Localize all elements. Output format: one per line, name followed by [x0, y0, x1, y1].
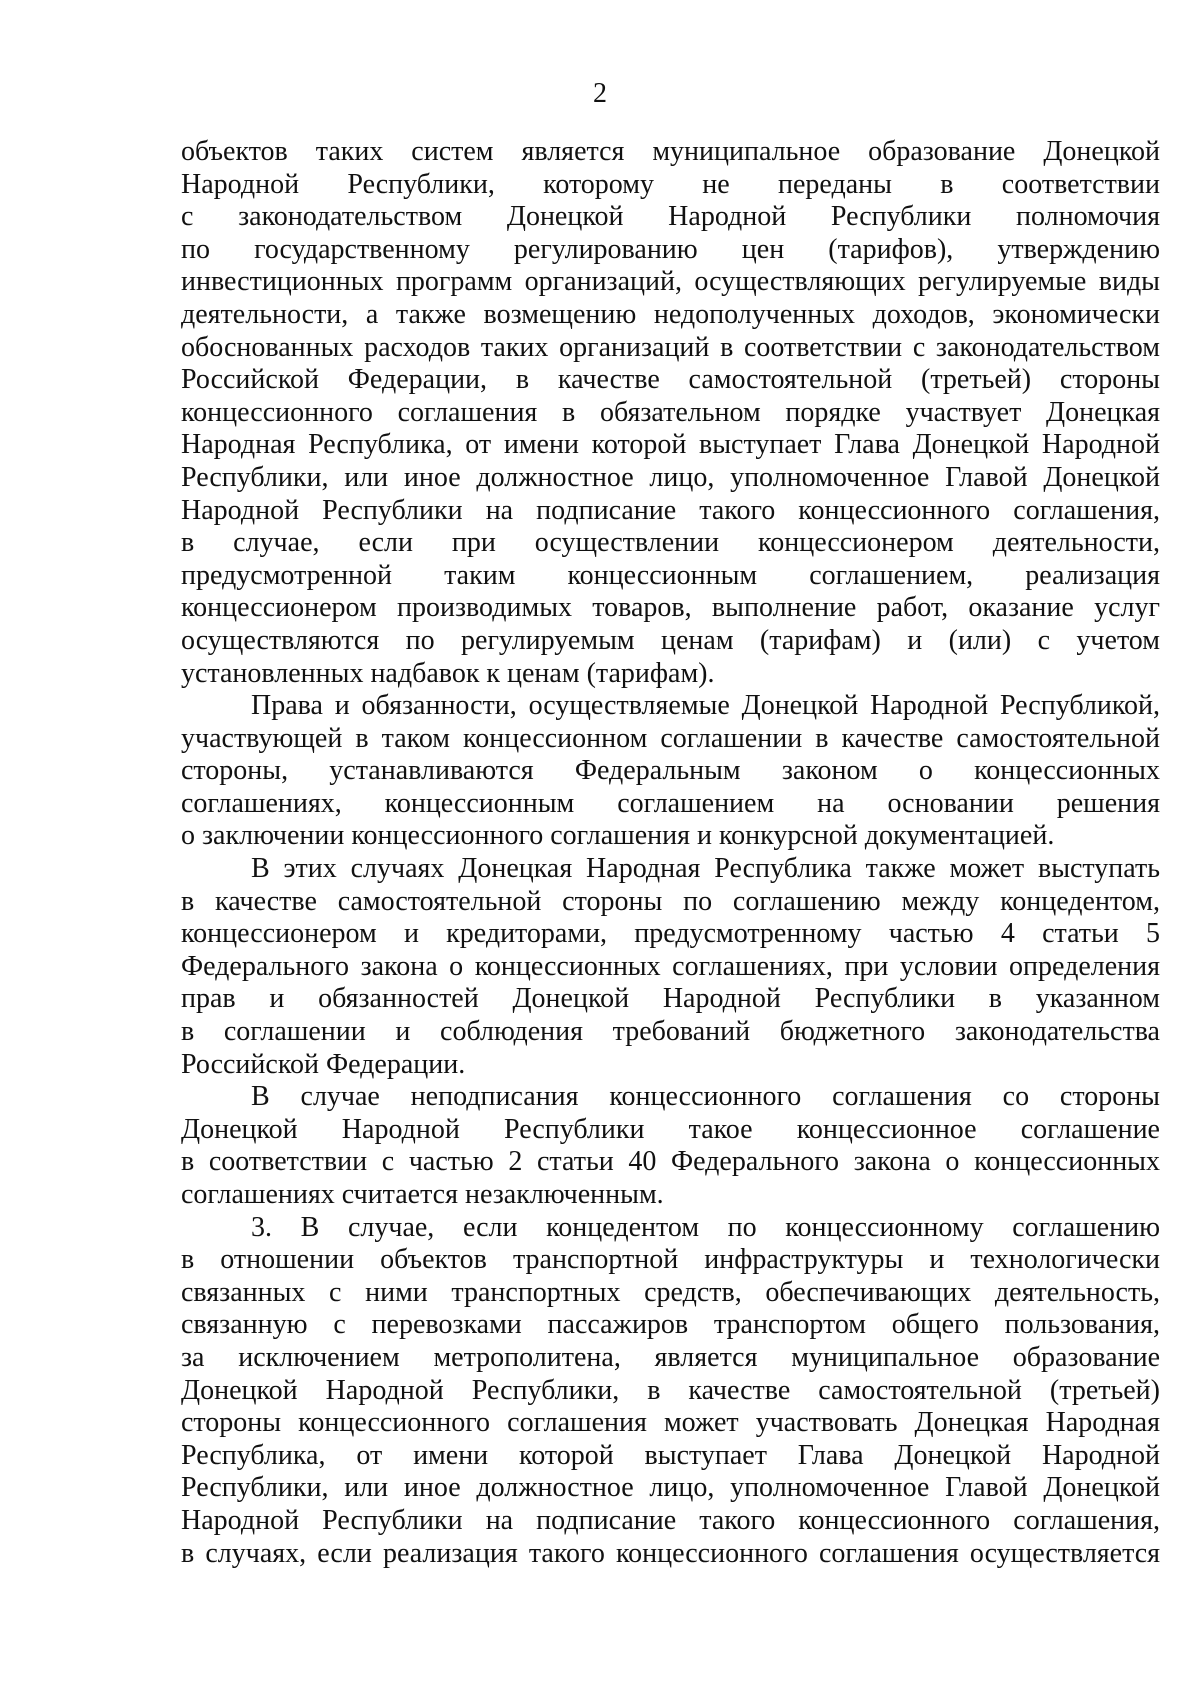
paragraph — [181, 690, 1160, 853]
text-line: за исключением метрополитена, является муниципальное образование — [181, 1341, 1160, 1373]
text-line: В случае неподписания концессионного соглашения со стороны — [251, 1081, 1160, 1113]
paragraph — [181, 853, 1160, 1081]
text-line: о заключении концессионного соглашения и конкурсной документацией. — [181, 820, 1055, 852]
text-line: Права и обязанности, осуществляемые Донецкой Народной Республикой, — [251, 690, 1160, 722]
text-line: Народной Республики на подписание такого концессионного соглашения, — [181, 494, 1160, 526]
text-line: Донецкой Народной Республики такое концессионное соглашение — [181, 1113, 1160, 1145]
text-line: стороны концессионного соглашения может участвовать Донецкая Народная — [181, 1407, 1160, 1439]
text-line: соглашениях, концессионным соглашением на основании решения — [181, 787, 1160, 819]
text-line: в отношении объектов транспортной инфраструктуры и технологически — [181, 1244, 1160, 1276]
text-line: инвестиционных программ организаций, осуществляющих регулируемые виды — [181, 266, 1160, 298]
text-line: объектов таких систем является муниципальное образование Донецкой — [181, 136, 1160, 167]
text-line: соглашениях считается незаключенным. — [181, 1179, 664, 1210]
text-line: по государственному регулированию цен (тарифов), утверждению — [181, 233, 1160, 265]
text-line: прав и обязанностей Донецкой Народной Республики в указанном — [181, 983, 1160, 1015]
paragraph — [181, 1212, 1160, 1571]
text-line: связанных с ними транспортных средств, обеспечивающих деятельность, — [181, 1276, 1160, 1308]
text-line: концессионером и кредиторами, предусмотренному частью 4 статьи 5 — [181, 918, 1160, 950]
text-line: осуществляются по регулируемым ценам (тарифам) и (или) с учетом — [181, 624, 1160, 656]
text-line: участвующей в таком концессионном соглашении в качестве самостоятельной — [181, 722, 1160, 754]
text-line: с законодательством Донецкой Народной Республики полномочия — [181, 201, 1160, 233]
text-line: в соглашении и соблюдения требований бюджетного законодательства — [181, 1016, 1160, 1048]
text-line: в качестве самостоятельной стороны по соглашению между концедентом, — [181, 885, 1160, 917]
document-body — [181, 136, 1160, 1570]
text-line: Российской Федерации. — [181, 1048, 466, 1080]
text-line: Республики, или иное должностное лицо, уполномоченное Главой Донецкой — [181, 1472, 1160, 1504]
text-line: связанную с перевозками пассажиров транспортом общего пользования, — [181, 1309, 1160, 1341]
text-line: Федерального закона о концессионных соглашениях, при условии определения — [181, 950, 1160, 982]
text-line: Донецкой Народной Республики, в качестве самостоятельной (третьей) — [181, 1374, 1160, 1406]
text-line: деятельности, а также возмещению недополученных доходов, экономически — [181, 298, 1160, 330]
text-line: концессионного соглашения в обязательном порядке участвует Донецкая — [181, 396, 1160, 428]
text-line: в случаях, если реализация такого концессионного соглашения осуществляется — [181, 1537, 1160, 1569]
text-line: концессионером производимых товаров, выполнение работ, оказание услуг — [181, 592, 1160, 624]
text-line: В этих случаях Донецкая Народная Республика также может выступать — [251, 853, 1160, 885]
text-line: в случае, если при осуществлении концессионером деятельности, — [181, 527, 1160, 559]
text-line: Народной Республики, которому не переданы в соответствии — [181, 168, 1160, 200]
text-line: Российской Федерации, в качестве самостоятельной (третьей) стороны — [181, 364, 1160, 396]
text-line: в соответствии с частью 2 статьи 40 Федерального закона о концессионных — [181, 1146, 1160, 1178]
paragraph — [181, 1081, 1160, 1211]
text-line: Народной Республики на подписание такого концессионного соглашения, — [181, 1504, 1160, 1536]
text-line: Республики, или иное должностное лицо, уполномоченное Главой Донецкой — [181, 461, 1160, 493]
paragraph — [181, 136, 1160, 690]
text-line: Народная Республика, от имени которой выступает Глава Донецкой Народной — [181, 429, 1160, 461]
text-line: обоснованных расходов таких организаций в соответствии с законодательством — [181, 331, 1160, 363]
page-number: 2 — [593, 78, 607, 109]
text-line: Республика, от имени которой выступает Глава Донецкой Народной — [181, 1439, 1160, 1471]
text-line: установленных надбавок к ценам (тарифам). — [181, 657, 715, 689]
text-line: предусмотренной таким концессионным соглашением, реализация — [181, 559, 1160, 591]
text-line: 3. В случае, если концедентом по концессионному соглашению — [251, 1211, 1160, 1243]
text-line: стороны, устанавливаются Федеральным законом о концессионных — [181, 755, 1160, 787]
